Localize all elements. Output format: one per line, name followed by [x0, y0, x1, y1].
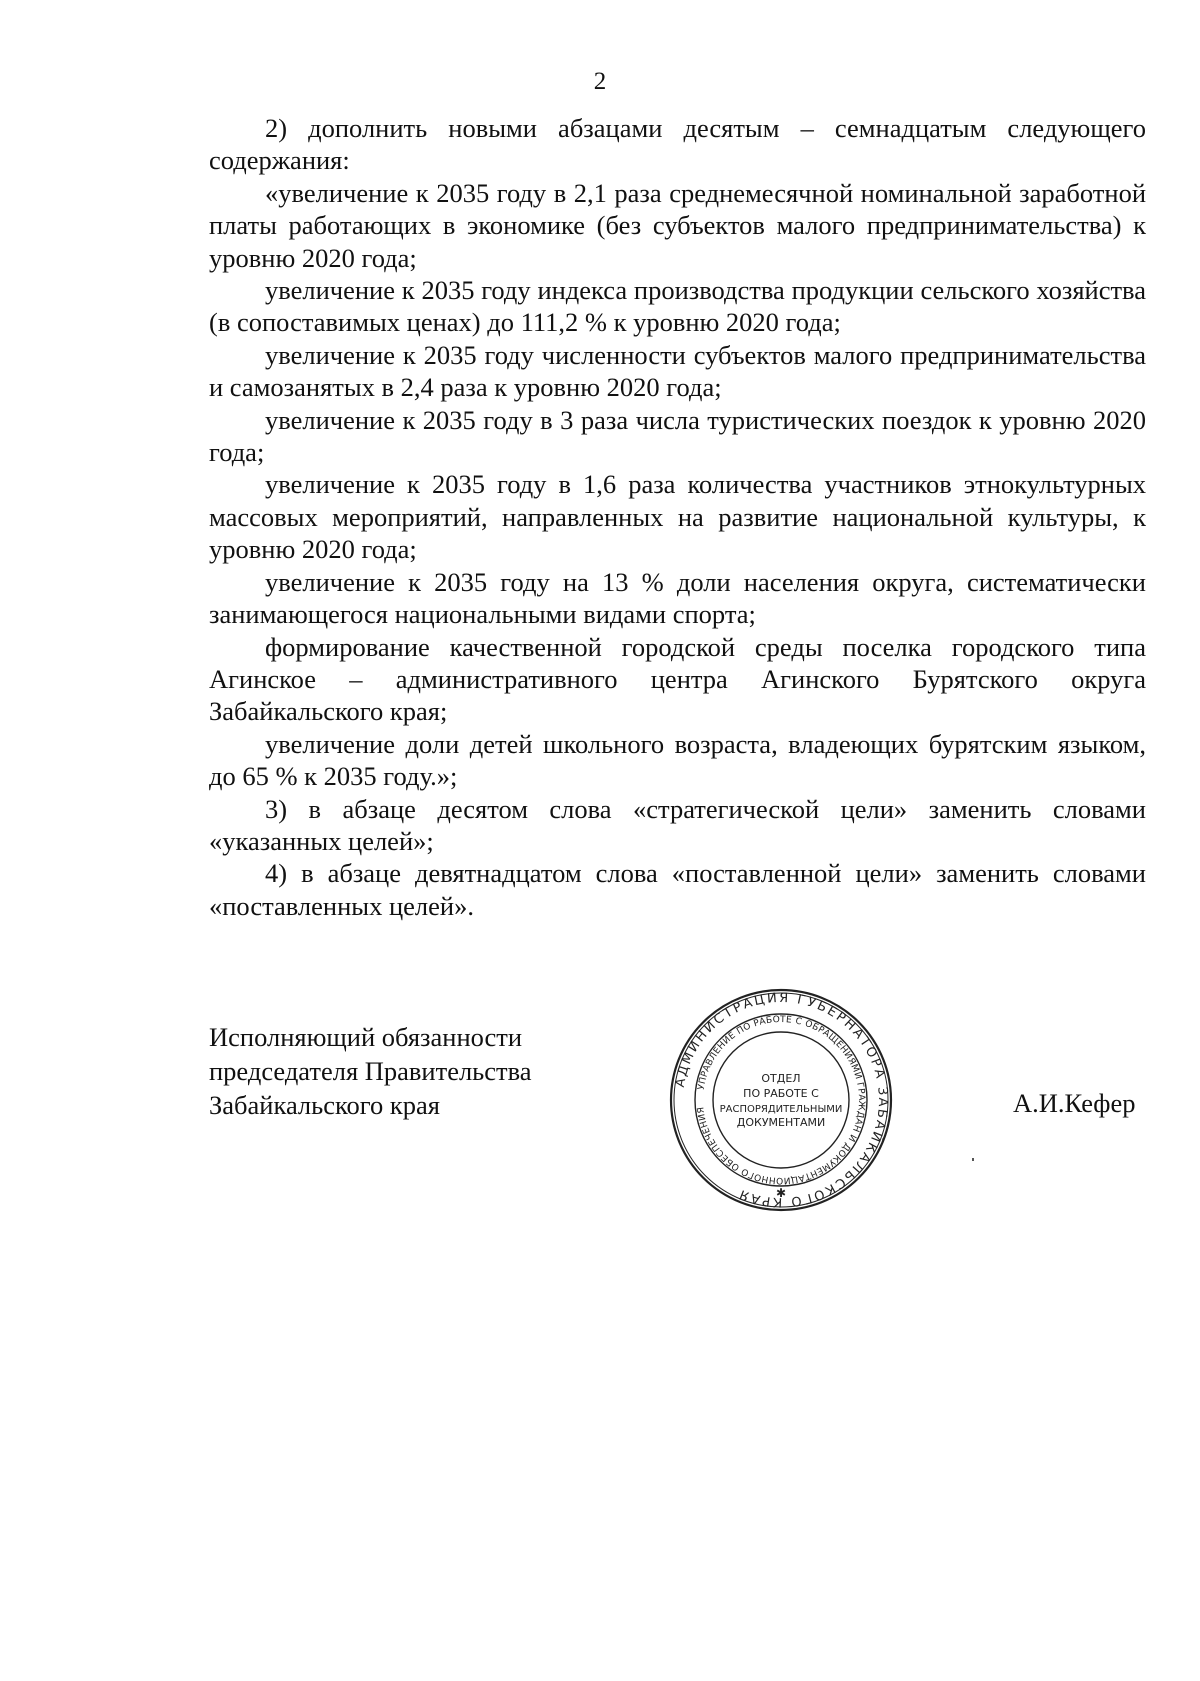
paragraph: увеличение доли детей школьного возраста, владеющих бурятским языком, до 65 % к 2035 году.»;	[209, 728, 1146, 792]
stamp-center-line: ПО РАБОТЕ С	[743, 1087, 819, 1100]
document-body	[209, 112, 1146, 922]
paragraph: увеличение к 2035 году на 13 % доли населения округа, систематически занимающегося национальными видами спорта;	[209, 566, 1146, 630]
paragraph: 2) дополнить новыми абзацами десятым – семнадцатым следующего содержания:	[209, 113, 1146, 176]
stamp-inner-text: УПРАВЛЕНИЕ ПО РАБОТЕ С ОБРАЩЕНИЯМИ ГРАЖДАН И ДОКУМЕНТАЦИОННОГО ОБЕСПЕЧЕНИЯ	[696, 1014, 867, 1186]
paragraph: 3) в абзаце десятом слова «стратегической цели» заменить словами «указанных целей»;	[209, 793, 1146, 856]
paragraph: увеличение к 2035 году в 1,6 раза количества участников этнокультурных массовых мероприятий, направленных на развитие национальной культуры, к уровню 2020 года;	[209, 469, 1146, 565]
paragraph: 4) в абзаце девятнадцатом слова «поставленной цели» заменить словами «поставленных целей».	[209, 858, 1146, 921]
signatory-name: А.И.Кефер	[1013, 1088, 1136, 1118]
stamp-center-line: ОТДЕЛ	[761, 1072, 801, 1085]
paragraph: увеличение к 2035 году индекса производства продукции сельского хозяйства (в сопоставимых ценах) до 111,2 % к уровню 2020 года;	[209, 275, 1146, 338]
page-number: 2	[593, 68, 607, 95]
paragraph: увеличение к 2035 году в 3 раза числа туристических поездок к уровню 2020 года;	[209, 404, 1146, 468]
stamp-center-line: РАСПОРЯДИТЕЛЬНЫМИ	[719, 1104, 843, 1115]
paragraph: увеличение к 2035 году численности субъектов малого предпринимательства и самозанятых в 2,4 раза к уровню 2020 года;	[209, 339, 1146, 403]
paragraph: «увеличение к 2035 году в 2,1 раза среднемесячной номинальной заработной платы работающих в экономике (без субъектов малого предпринимательства) к уровню 2020 года;	[209, 177, 1146, 273]
signatory-title-line: Забайкальского края	[209, 1090, 440, 1120]
signatory-title	[209, 1020, 532, 1122]
stamp-star-icon: ✱	[775, 1186, 787, 1200]
stamp-outer-text: АДМИНИСТРАЦИЯ ГУБЕРНАТОРА ЗАБАЙКАЛЬСКОГО КРАЯ	[672, 990, 891, 1210]
signatory-title-line: Исполняющий обязанности	[209, 1022, 523, 1052]
paragraph: формирование качественной городской среды поселка городского типа Агинское – административного центра Агинского Бурятского округа Забайкальского края;	[209, 631, 1146, 727]
scan-speck	[972, 1158, 974, 1161]
stamp-center-line: ДОКУМЕНТАМИ	[736, 1116, 826, 1129]
official-stamp	[666, 985, 896, 1215]
signatory-title-line: председателя Правительства	[209, 1056, 532, 1086]
